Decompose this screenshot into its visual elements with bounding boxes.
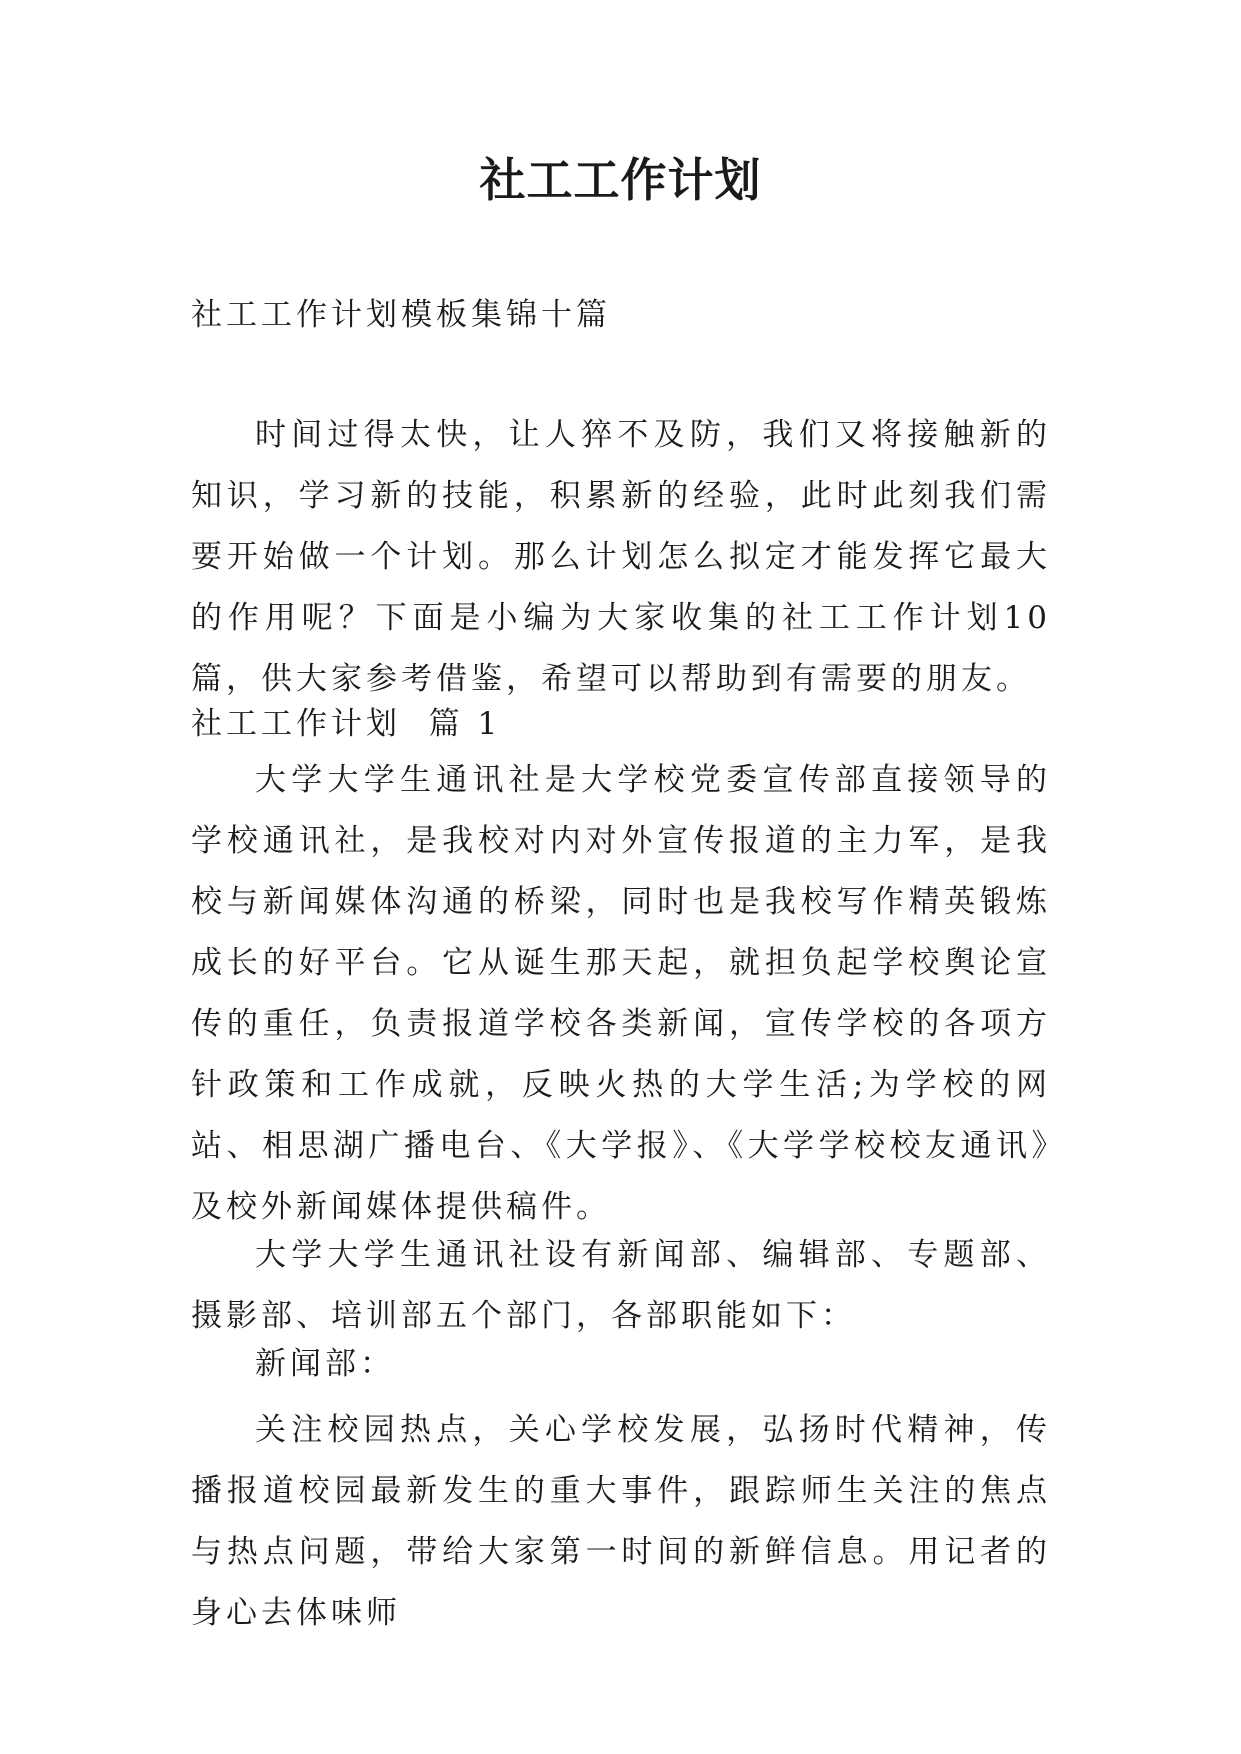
- document-subtitle: 社工工作计划模板集锦十篇: [191, 297, 611, 333]
- intro-paragraph: 时间过得太快，让人猝不及防，我们又将接触新的知识，学习新的技能，积累新的经验，此时此刻我们需要开始做一个计划。那么计划怎么拟定才能发挥它最大的作用呢？下面是小编为大家收集的社工工作计划10篇，供大家参考借鉴，希望可以帮助到有需要的朋友。: [191, 417, 1051, 697]
- section-paragraph: 大学大学生通讯社是大学校党委宣传部直接领导的学校通讯社，是我校对内对外宣传报道的主力军，是我校与新闻媒体沟通的桥梁，同时也是我校写作精英锻炼成长的好平台。它从诞生那天起，就担负起学校舆论宣传的重任，负责报道学校各类新闻，宣传学校的各项方针政策和工作成就，反映火热的大学生活;为学校的网站、相思湖广播电台、《大学报》、《大学学校校友通讯》及校外新闻媒体提供稿件。: [191, 762, 1051, 1225]
- section-heading: 社工工作计划 篇 1: [191, 706, 502, 742]
- section-paragraph: 大学大学生通讯社设有新闻部、编辑部、专题部、摄影部、培训部五个部门，各部职能如下：: [191, 1237, 1051, 1334]
- news-department-description: 关注校园热点，关心学校发展，弘扬时代精神，传播报道校园最新发生的重大事件，跟踪师生关注的焦点与热点问题，带给大家第一时间的新鲜信息。用记者的身心去体味师: [191, 1412, 1051, 1631]
- news-department-heading: 新闻部：: [255, 1346, 395, 1382]
- document-title: 社工工作计划: [479, 153, 762, 207]
